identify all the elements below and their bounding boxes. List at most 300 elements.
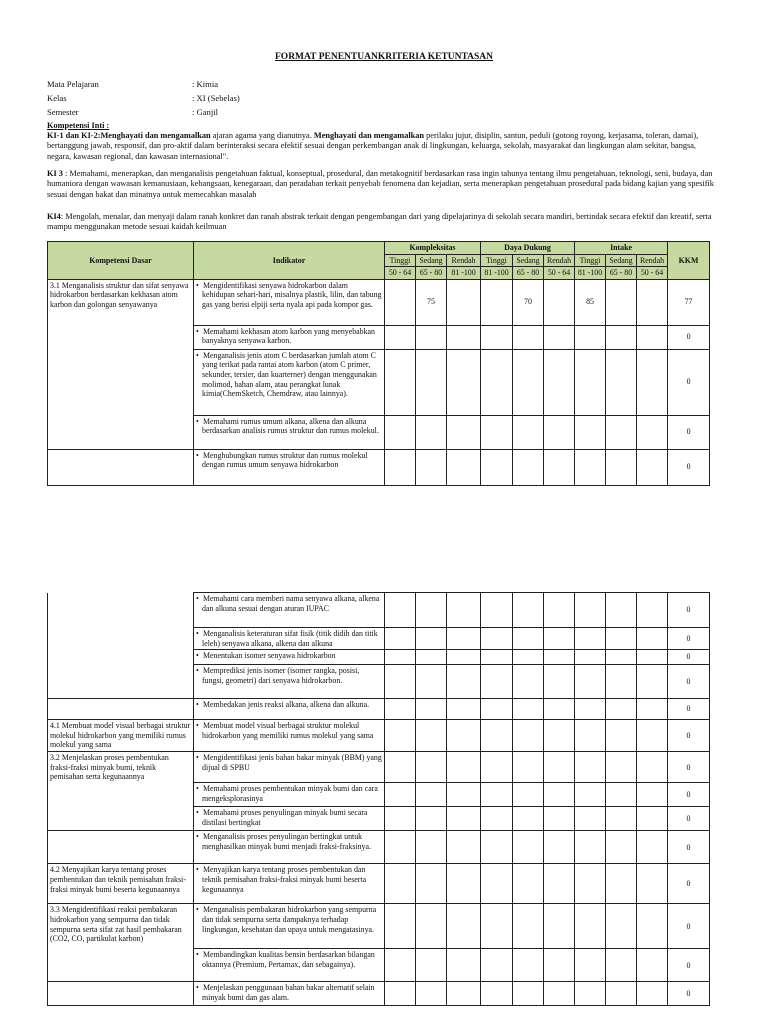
bullet-icon: •	[196, 784, 199, 794]
score-cell	[606, 949, 637, 982]
kkm-cell: 0	[668, 665, 710, 699]
table-row	[48, 904, 710, 949]
bullet-icon: •	[196, 753, 199, 763]
score-cell	[385, 831, 416, 864]
score-cell	[637, 720, 668, 752]
meta-class	[47, 92, 240, 104]
score-cell	[606, 325, 637, 349]
score-cell: 75	[416, 279, 447, 325]
kd-cell	[48, 665, 194, 699]
score-cell	[637, 628, 668, 650]
score-cell	[637, 449, 668, 485]
bullet-icon: •	[196, 651, 199, 661]
table-row	[48, 752, 710, 783]
indikator-cell	[194, 349, 385, 415]
score-cell	[575, 807, 606, 831]
score-cell	[447, 593, 481, 628]
indikator-cell	[194, 720, 385, 752]
score-cell	[544, 665, 575, 699]
score-cell	[481, 665, 513, 699]
score-cell	[513, 831, 544, 864]
score-cell	[481, 752, 513, 783]
score-cell	[606, 699, 637, 720]
score-cell	[447, 415, 481, 449]
score-cell	[447, 325, 481, 349]
score-cell	[513, 752, 544, 783]
kd-cell: 3.2 Menjelaskan proses pembentukan fraksi-fraksi minyak bumi, teknik pemisahan serta kegunaannya	[48, 752, 194, 783]
header-tinggi: Tinggi	[481, 254, 513, 267]
score-cell	[544, 628, 575, 650]
score-cell	[544, 349, 575, 415]
indikator-cell	[194, 982, 385, 1006]
kd-cell	[48, 831, 194, 864]
score-cell	[606, 783, 637, 807]
score-cell	[575, 593, 606, 628]
score-cell	[416, 752, 447, 783]
indikator-text: Memahami kekhasan atom karbon yang menyebabkan banyaknya senyawa karbon.	[202, 326, 376, 346]
kkm-cell: 0	[668, 720, 710, 752]
score-cell	[385, 665, 416, 699]
bullet-icon: •	[196, 905, 199, 915]
indikator-text: Menganalisis keteraturan sifat fisik (titik didih dan titik leleh) senyawa alkana, alkena dan alkuna	[202, 629, 378, 648]
table-row	[48, 650, 710, 665]
header-rendah: Rendah	[544, 254, 575, 267]
score-cell	[513, 665, 544, 699]
score-cell	[481, 628, 513, 650]
indikator-text: Menganalisis proses penyulingan bertingkat untuk menghasilkan minyak bumi menjadi fraksi-fraksinya.	[202, 832, 371, 852]
score-cell	[447, 904, 481, 949]
score-cell	[416, 449, 447, 485]
ki3-lead: KI 3	[47, 169, 63, 178]
score-cell	[513, 864, 544, 904]
score-cell	[544, 752, 575, 783]
table-row	[48, 449, 710, 485]
score-cell	[575, 628, 606, 650]
indikator-text: Menentukan isomer senyawa hidrokarbon	[203, 651, 336, 661]
score-cell	[416, 949, 447, 982]
meta-label: Kelas	[47, 93, 67, 103]
score-cell	[544, 325, 575, 349]
indikator-text: Menjelaskan penggunaan bahan bakar alternatif selain minyak bumi dan gas alam.	[202, 983, 375, 1003]
criteria-table-page-1	[47, 241, 710, 486]
score-cell	[606, 807, 637, 831]
score-cell	[447, 831, 481, 864]
header-range: 81 -100	[481, 267, 513, 280]
score-cell	[416, 650, 447, 665]
score-cell	[575, 982, 606, 1006]
score-cell	[544, 949, 575, 982]
score-cell	[513, 949, 544, 982]
score-cell	[513, 593, 544, 628]
score-cell	[544, 783, 575, 807]
header-kd: Kompetensi Dasar	[48, 242, 194, 280]
kkm-cell: 0	[668, 904, 710, 949]
score-cell	[513, 904, 544, 949]
score-cell	[544, 415, 575, 449]
score-cell	[481, 699, 513, 720]
score-cell	[544, 831, 575, 864]
score-cell	[606, 593, 637, 628]
score-cell	[416, 665, 447, 699]
kkm-cell: 77	[668, 279, 710, 325]
indikator-text: Memahami rumus umum alkana, alkena dan alkuna berdasarkan analisis rumus struktur dan rumus molekul.	[202, 416, 379, 436]
ki12-lead: KI-1 dan KI-2:Menghayati dan mengamalkan	[47, 131, 211, 140]
score-cell	[606, 752, 637, 783]
header-kompleksitas: Kompleksitas	[385, 242, 481, 255]
kd-cell: 4.2 Menyajikan karya tentang proses pembentukan dan teknik pemisahan fraksi-fraksi minyak bumi beserta kegunaannya	[48, 864, 194, 904]
score-cell	[513, 720, 544, 752]
bullet-icon: •	[196, 594, 199, 603]
indikator-cell	[194, 449, 385, 485]
score-cell	[447, 982, 481, 1006]
score-cell	[637, 904, 668, 949]
score-cell	[575, 864, 606, 904]
score-cell	[416, 720, 447, 752]
kkm-cell: 0	[668, 650, 710, 665]
document-title: FORMAT PENENTUANKRITERIA KETUNTASAN	[275, 52, 493, 62]
score-cell	[481, 325, 513, 349]
score-cell	[481, 982, 513, 1006]
score-cell	[513, 982, 544, 1006]
kkm-cell: 0	[668, 349, 710, 415]
indikator-text: Menghubungkan rumus struktur dan rumus molekul dengan rumus umum senyawa hidrokarbon	[202, 450, 368, 470]
kkm-cell: 0	[668, 783, 710, 807]
score-cell	[606, 349, 637, 415]
score-cell	[606, 864, 637, 904]
score-cell	[606, 650, 637, 665]
indikator-cell	[194, 279, 385, 325]
header-row-1	[48, 242, 710, 255]
score-cell	[481, 783, 513, 807]
indikator-cell	[194, 783, 385, 807]
score-cell	[637, 325, 668, 349]
score-cell	[513, 783, 544, 807]
indikator-cell	[194, 949, 385, 982]
bullet-icon: •	[196, 350, 199, 360]
score-cell	[575, 699, 606, 720]
table-row	[48, 807, 710, 831]
table-row	[48, 949, 710, 982]
score-cell	[637, 415, 668, 449]
score-cell	[385, 449, 416, 485]
header-range: 50 - 64	[544, 267, 575, 280]
score-cell	[447, 783, 481, 807]
kkm-cell: 0	[668, 325, 710, 349]
meta-value: : Ganjil	[192, 107, 219, 117]
table-row	[48, 699, 710, 720]
bullet-icon: •	[196, 416, 199, 426]
table-body-page-2	[48, 593, 710, 1006]
header-range: 65 - 80	[606, 267, 637, 280]
score-cell	[385, 628, 416, 650]
kkm-cell: 0	[668, 982, 710, 1006]
page-2	[0, 588, 768, 1024]
kd-cell	[48, 593, 194, 628]
score-cell	[606, 904, 637, 949]
score-cell	[481, 831, 513, 864]
kd-cell	[48, 650, 194, 665]
score-cell	[606, 449, 637, 485]
kkm-cell: 0	[668, 807, 710, 831]
meta-value: : Kimia	[192, 79, 219, 89]
header-rendah: Rendah	[637, 254, 668, 267]
header-sedang: Sedang	[606, 254, 637, 267]
indikator-cell	[194, 699, 385, 720]
score-cell	[447, 949, 481, 982]
ki4-lead: KI4	[47, 212, 61, 221]
kd-cell: 3.1 Menganalisis struktur dan sifat senyawa hidrokarbon berdasarkan kekhasan atom karbon dan golongan senyawanya	[48, 279, 194, 325]
ki-heading: Kompetensi Inti :	[47, 121, 110, 130]
ki12-text-1: ajaran agama yang dianutnya.	[210, 131, 314, 140]
score-cell	[637, 949, 668, 982]
score-cell	[637, 593, 668, 628]
indikator-text: Memahami cara memberi nama senyawa alkana, alkena dan alkuna sesuai dengan aturan IUPAC	[202, 594, 380, 613]
kd-cell	[48, 449, 194, 485]
score-cell	[385, 699, 416, 720]
score-cell	[481, 415, 513, 449]
kkm-cell: 0	[668, 949, 710, 982]
score-cell	[606, 415, 637, 449]
score-cell	[416, 349, 447, 415]
kkm-cell: 0	[668, 831, 710, 864]
kkm-cell: 0	[668, 593, 710, 628]
score-cell	[637, 752, 668, 783]
meta-label: Semester	[47, 107, 79, 117]
score-cell	[575, 349, 606, 415]
score-cell	[575, 752, 606, 783]
kkm-cell: 0	[668, 415, 710, 449]
score-cell	[481, 449, 513, 485]
table-row	[48, 864, 710, 904]
score-cell	[544, 904, 575, 949]
table-row	[48, 279, 710, 325]
score-cell	[575, 665, 606, 699]
score-cell	[481, 904, 513, 949]
header-range: 50 - 64	[385, 267, 416, 280]
score-cell	[637, 699, 668, 720]
score-cell	[575, 449, 606, 485]
score-cell	[481, 720, 513, 752]
kkm-cell: 0	[668, 449, 710, 485]
kd-cell	[48, 325, 194, 349]
score-cell	[544, 720, 575, 752]
score-cell	[447, 752, 481, 783]
score-cell	[447, 650, 481, 665]
indikator-text: Memprediksi jenis isomer (isomer rangka, posisi, fungsi, geometri) dari senyawa hidrokarbon.	[202, 666, 360, 685]
meta-label: Mata Pelajaran	[47, 79, 99, 89]
meta-value: : XI (Sebelas)	[192, 93, 240, 103]
kd-cell	[48, 628, 194, 650]
indikator-text: Memahami proses penyulingan minyak bumi secara distilasi bertingkat	[202, 808, 368, 828]
bullet-icon: •	[196, 280, 199, 290]
score-cell	[416, 831, 447, 864]
header-sedang: Sedang	[416, 254, 447, 267]
score-cell	[481, 650, 513, 665]
ki12-bold-2: Menghayati dan mengamalkan	[313, 131, 425, 140]
score-cell	[544, 864, 575, 904]
score-cell	[416, 699, 447, 720]
bullet-icon: •	[196, 326, 199, 336]
score-cell	[575, 783, 606, 807]
header-indikator: Indikator	[194, 242, 385, 280]
indikator-cell	[194, 831, 385, 864]
kkm-cell: 0	[668, 752, 710, 783]
bullet-icon: •	[196, 450, 199, 460]
score-cell	[385, 904, 416, 949]
ki12-paragraph	[47, 131, 715, 162]
score-cell	[606, 628, 637, 650]
score-cell	[481, 807, 513, 831]
meta-subject	[47, 78, 218, 90]
score-cell	[416, 982, 447, 1006]
table-row	[48, 593, 710, 628]
bullet-icon: •	[196, 808, 199, 818]
score-cell	[637, 807, 668, 831]
score-cell	[544, 593, 575, 628]
score-cell: 70	[513, 279, 544, 325]
score-cell	[481, 949, 513, 982]
indikator-cell	[194, 904, 385, 949]
table-row	[48, 982, 710, 1006]
score-cell	[447, 349, 481, 415]
score-cell	[637, 864, 668, 904]
score-cell	[513, 449, 544, 485]
table-row	[48, 783, 710, 807]
score-cell	[544, 699, 575, 720]
score-cell	[544, 982, 575, 1006]
indikator-text: Menganalisis jenis atom C berdasarkan jumlah atom C yang terikat pada rantai atom karbon (atom C primer, sekunder, tersier, dan kuarterner) dengan menggunakan molimod, bahan alam, atau perangkat lunak kimia(ChemSketch, Chemdraw, atau lainnya).	[202, 350, 377, 399]
kd-cell	[48, 415, 194, 449]
bullet-icon: •	[196, 700, 199, 710]
score-cell	[385, 864, 416, 904]
indikator-cell	[194, 650, 385, 665]
score-cell	[385, 415, 416, 449]
bullet-icon: •	[196, 666, 199, 676]
table-row	[48, 325, 710, 349]
indikator-cell	[194, 864, 385, 904]
score-cell	[637, 831, 668, 864]
kkm-cell: 0	[668, 628, 710, 650]
ki4-text: : Mengolah, menalar, dan menyaji dalam ranah konkret dan ranah abstrak terkait dengan pengembangan dari yang dipelajarinya di sekolah secara mandiri, bertindak secara efektif dan kreatif, serta mampu menggunakan metode sesuai kaidah keilmuan	[47, 212, 712, 232]
indikator-text: Membuat model visual berbagai struktur molekul hidrokarbon yang memiliki rumus molekul yang sama	[202, 721, 374, 740]
ki4-paragraph	[47, 212, 715, 233]
score-cell	[416, 807, 447, 831]
bullet-icon: •	[196, 721, 199, 731]
kd-cell	[48, 699, 194, 720]
table-row	[48, 628, 710, 650]
kd-cell	[48, 783, 194, 807]
score-cell	[637, 279, 668, 325]
score-cell	[575, 720, 606, 752]
score-cell	[637, 650, 668, 665]
bullet-icon: •	[196, 865, 199, 875]
ki12-text-2: perilaku jujur, disiplin, santun, peduli (gotong royong, kerjasama, toleran, damai), bertanggung jawab, responsif, dan pro-aktif dalam berinteraksi secara efektif sesuai dengan perkembangan anak di lingkungan, keluarga, sekolah, masyarakat dan lingkungan alam sekitar, bangsa, negara, kawasan regional, dan kawasan internasional".	[47, 131, 699, 161]
score-cell	[544, 807, 575, 831]
bullet-icon: •	[196, 832, 199, 842]
score-cell	[481, 864, 513, 904]
table-row	[48, 349, 710, 415]
score-cell	[416, 628, 447, 650]
score-cell	[385, 325, 416, 349]
score-cell	[637, 665, 668, 699]
score-cell	[513, 325, 544, 349]
bullet-icon: •	[196, 983, 199, 993]
score-cell	[385, 593, 416, 628]
kkm-cell: 0	[668, 699, 710, 720]
score-cell	[447, 628, 481, 650]
score-cell	[544, 650, 575, 665]
score-cell	[513, 699, 544, 720]
score-cell	[385, 349, 416, 415]
score-cell	[416, 783, 447, 807]
header-range: 81 -100	[447, 267, 481, 280]
score-cell	[575, 415, 606, 449]
score-cell	[416, 415, 447, 449]
ki3-text: : Memahami, menerapkan, dan menganalisis pengetahuan faktual, konseptual, prosedural, dan metakognitif berdasarkan rasa ingin tahunya tentang ilmu pengetahuan, teknologi, seni, budaya, dan humaniora dengan wawasan kemanusiaan, kebangsaan, kenegaraan, dan peradaban terkait penyebab fenomena dan kejadian, serta menerapkan pengetahuan prosedural pada bidang kajian yang spesifik sesuai dengan bakat dan minatnya untuk memecahkan masalah	[47, 169, 714, 199]
score-cell	[606, 665, 637, 699]
header-range: 65 - 80	[513, 267, 544, 280]
score-cell	[575, 325, 606, 349]
score-cell	[513, 415, 544, 449]
score-cell	[447, 449, 481, 485]
header-kkm: KKM	[668, 242, 710, 280]
score-cell	[544, 449, 575, 485]
table-row	[48, 720, 710, 752]
indikator-text: Memahami proses pembentukan minyak bumi dan cara mengeksplorasinya	[202, 784, 378, 804]
score-cell	[637, 982, 668, 1006]
score-cell	[385, 752, 416, 783]
kd-cell: 4.1 Membuat model visual berbagai struktur molekul hidrokarbon yang memiliki rumus molekul yang sama	[48, 720, 194, 752]
indikator-text: Membedakan jenis reaksi alkana, alkena dan alkuna.	[203, 700, 370, 710]
score-cell	[385, 783, 416, 807]
bullet-icon: •	[196, 629, 199, 638]
score-cell	[513, 349, 544, 415]
score-cell	[637, 783, 668, 807]
score-cell	[447, 279, 481, 325]
score-cell	[385, 807, 416, 831]
score-cell	[447, 665, 481, 699]
score-cell	[637, 349, 668, 415]
indikator-cell	[194, 665, 385, 699]
indikator-cell	[194, 807, 385, 831]
score-cell	[385, 949, 416, 982]
score-cell	[575, 949, 606, 982]
header-range: 50 - 64	[637, 267, 668, 280]
indikator-text: Membandingkan kualitas bensin berdasarkan bilangan oktannya (Premium, Pertamax, dan sebagainya).	[202, 950, 375, 970]
indikator-cell	[194, 593, 385, 628]
score-cell	[481, 279, 513, 325]
score-cell	[385, 982, 416, 1006]
score-cell	[606, 831, 637, 864]
score-cell: 85	[575, 279, 606, 325]
kd-cell	[48, 807, 194, 831]
indikator-cell	[194, 628, 385, 650]
header-rendah: Rendah	[447, 254, 481, 267]
kd-cell	[48, 349, 194, 415]
score-cell	[544, 279, 575, 325]
header-range: 81 -100	[575, 267, 606, 280]
ki3-paragraph	[47, 169, 715, 200]
score-cell	[481, 593, 513, 628]
score-cell	[385, 650, 416, 665]
score-cell	[513, 628, 544, 650]
score-cell	[447, 699, 481, 720]
score-cell	[575, 904, 606, 949]
kkm-cell: 0	[668, 864, 710, 904]
header-daya-dukung: Daya Dukung	[481, 242, 575, 255]
header-tinggi: Tinggi	[575, 254, 606, 267]
score-cell	[416, 325, 447, 349]
